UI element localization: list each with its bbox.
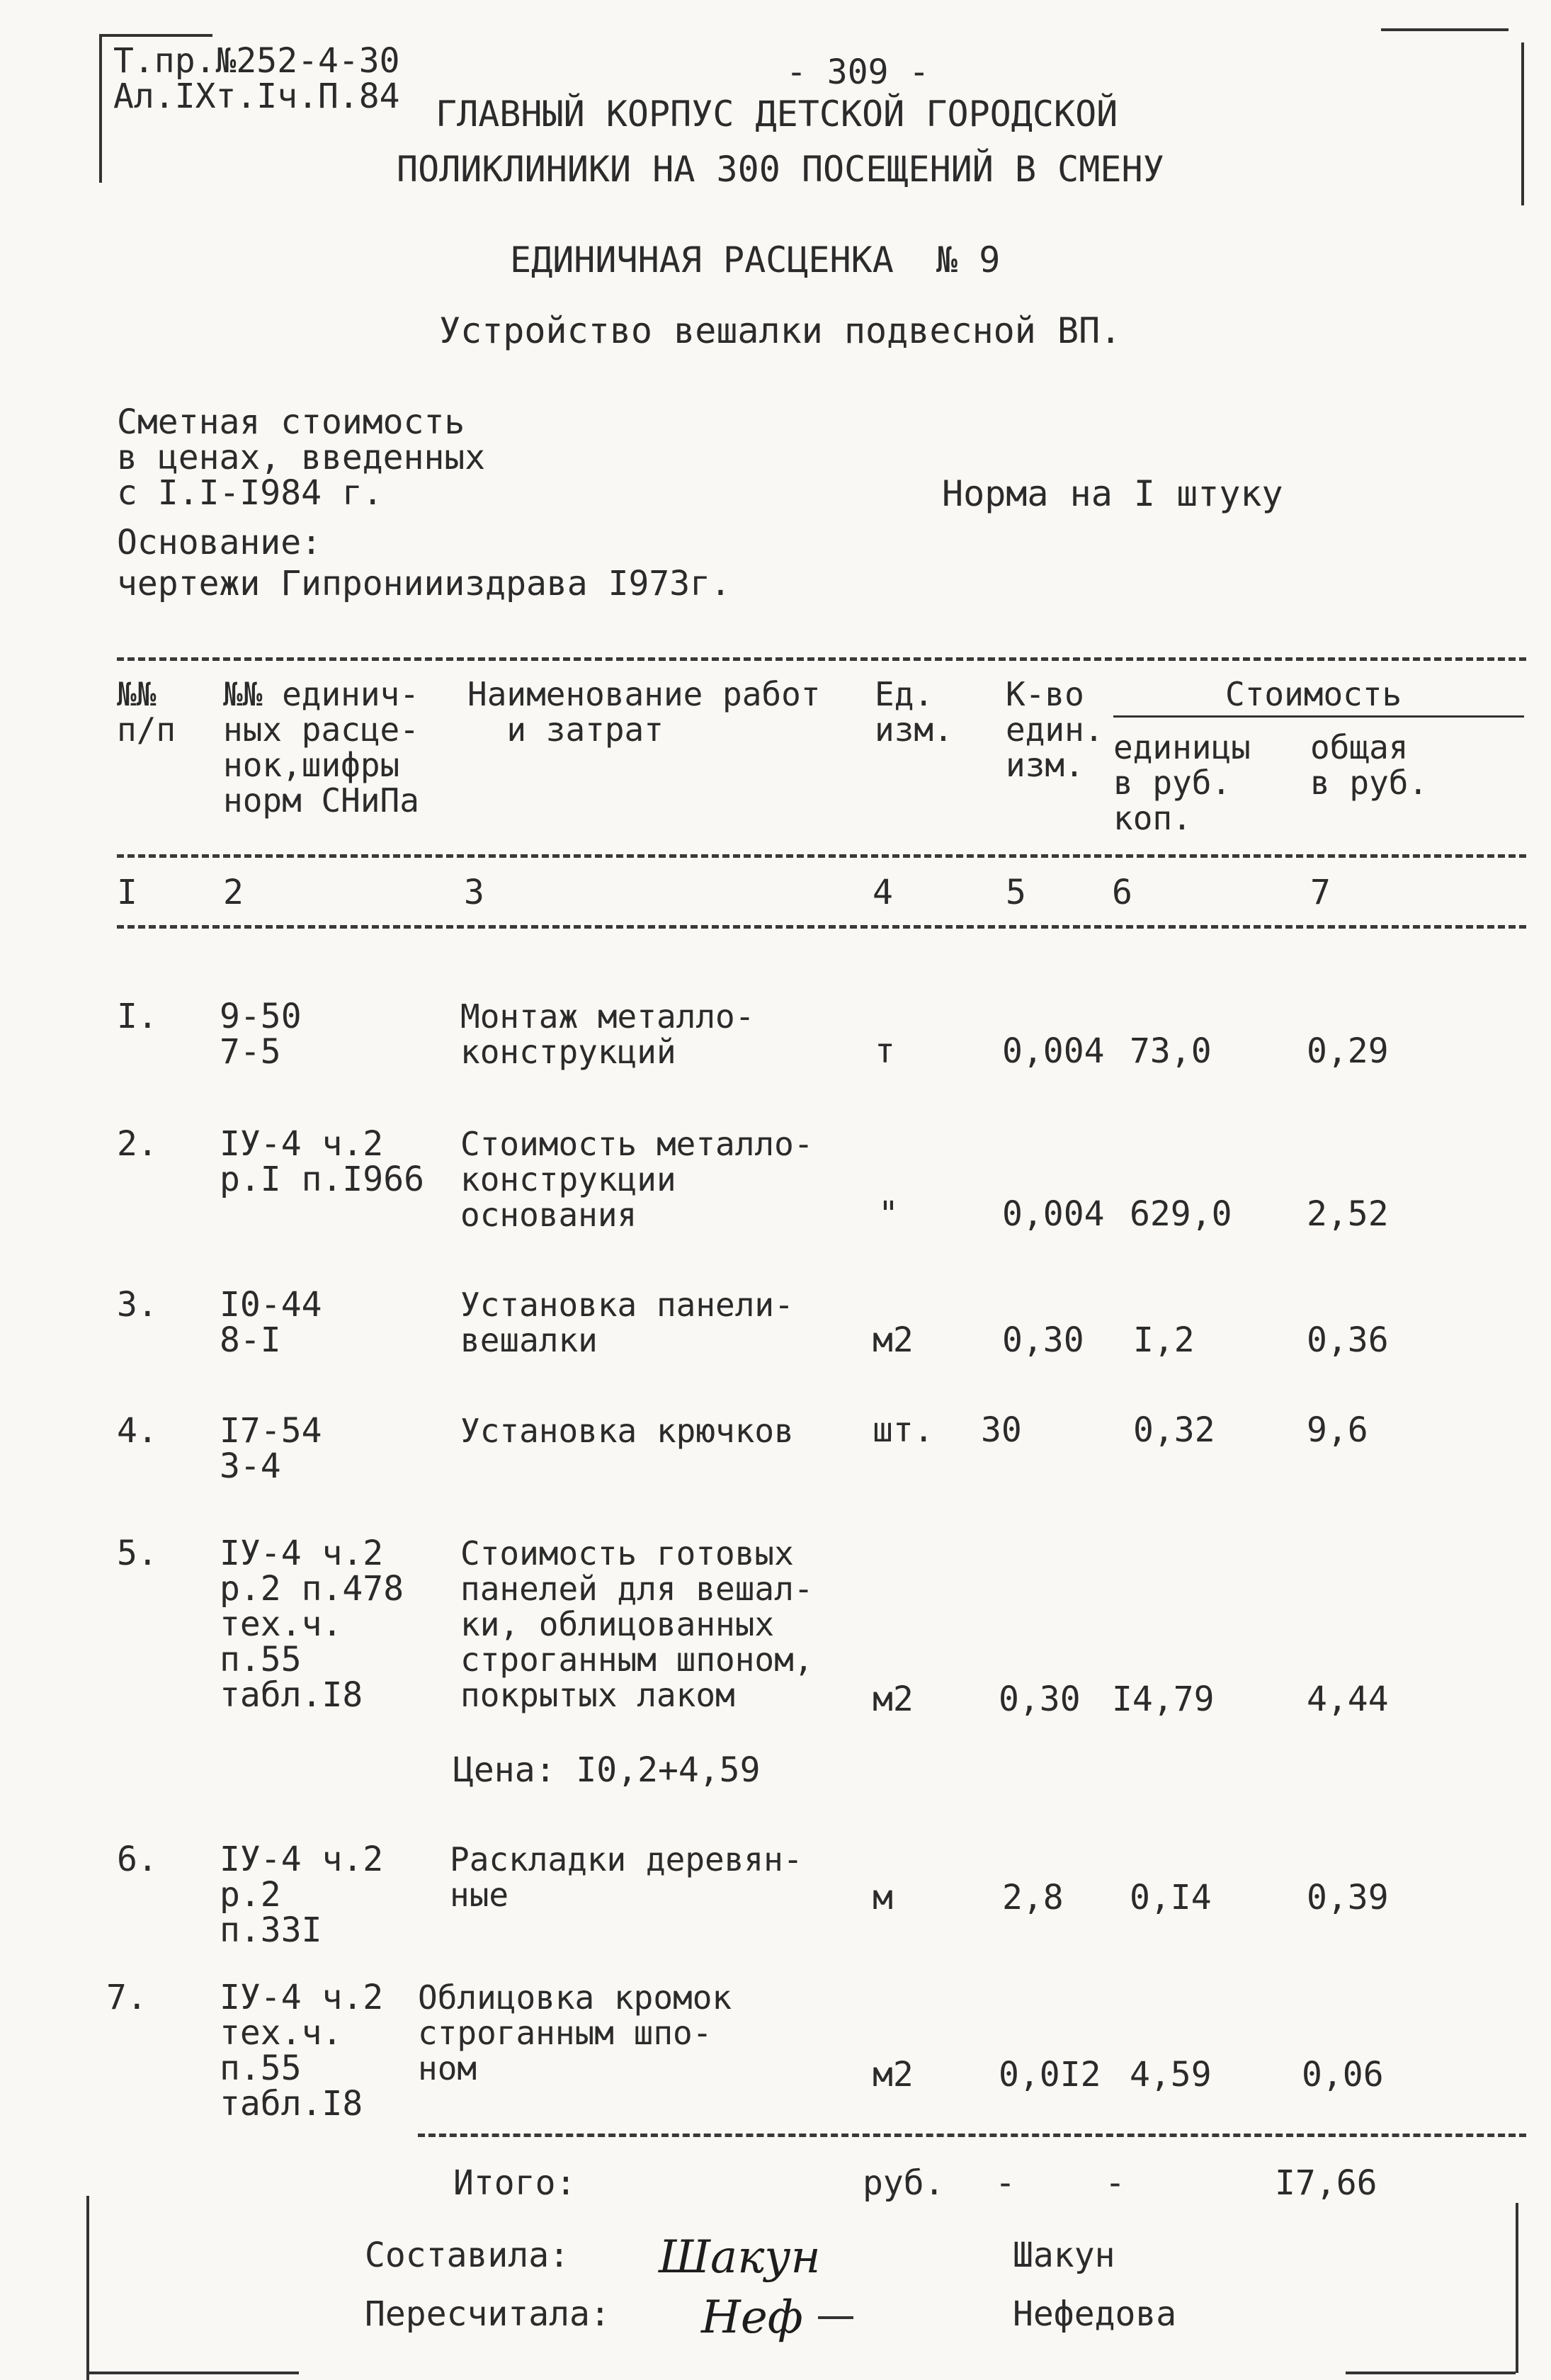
row7-total: 0,06: [1302, 2055, 1384, 2095]
row5-name: Стоимость готовых панелей для вешал- ки, облицованных строганным шпоном, покрытых лаком: [460, 1534, 814, 1714]
totals-rule: [418, 2134, 1526, 2137]
frame-top-right: [1381, 28, 1509, 31]
row4-qty: 30: [981, 1410, 1022, 1450]
compiled-name: Шакун: [1013, 2236, 1115, 2275]
title-line1: ГЛАВНЫЙ КОРПУС ДЕТСКОЙ ГОРОДСКОЙ: [436, 94, 1118, 135]
row1-price: 73,0: [1130, 1031, 1212, 1071]
row3-code: I0-44 8-I: [220, 1285, 322, 1360]
row5-unit: м2: [873, 1679, 914, 1719]
header-cost-unit: единицы в руб. коп.: [1113, 728, 1251, 837]
frame-right-bottom: [1516, 2203, 1518, 2373]
total-qty: -: [995, 2163, 1016, 2203]
row6-price: 0,I4: [1130, 1878, 1212, 1917]
header-qty: К-во един. изм.: [1006, 675, 1104, 784]
checked-label: Пересчитала:: [365, 2294, 610, 2334]
row3-unit: м2: [873, 1320, 914, 1360]
row4-code: I7-54 3-4: [220, 1411, 322, 1486]
col-number-4: 4: [873, 873, 893, 912]
row6-code: IУ-4 ч.2 р.2 п.33I: [220, 1840, 384, 1950]
compiled-label: Составила:: [365, 2236, 569, 2275]
row2-price: 629,0: [1130, 1194, 1232, 1234]
row1-name: Монтаж металло- конструкций: [460, 997, 755, 1071]
row5-qty: 0,30: [999, 1679, 1081, 1719]
col-number-3: 3: [464, 873, 484, 912]
doc-ref-line1: Т.пр.№252-4-30: [113, 41, 400, 81]
basis-text: чертежи Гипрониииздрава I973г.: [117, 564, 731, 604]
checked-name: Нефедова: [1013, 2294, 1177, 2334]
frame-top-left: [99, 34, 212, 37]
col-numbers-rule: [117, 925, 1526, 929]
row5-price: I4,79: [1112, 1679, 1215, 1719]
row1-num: I.: [117, 997, 158, 1036]
cost-line1: Сметная стоимость: [117, 402, 465, 442]
row3-qty: 0,30: [1002, 1320, 1084, 1360]
col-number-7: 7: [1310, 873, 1331, 912]
row7-num: 7.: [106, 1978, 147, 2017]
header-bottom-rule: [117, 854, 1526, 858]
row4-num: 4.: [117, 1411, 158, 1451]
row6-name: Раскладки деревян- ные: [450, 1840, 803, 1914]
row2-name: Стоимость металло- конструкции основания: [460, 1125, 814, 1234]
frame-bottom-left: [86, 2372, 299, 2374]
rate-title: ЕДИНИЧНАЯ РАСЦЕНКА № 9: [510, 239, 1001, 280]
frame-right-top: [1521, 42, 1524, 205]
subject: Устройство вешалки подвесной ВП.: [439, 310, 1122, 351]
row3-price: I,2: [1133, 1320, 1195, 1360]
row1-qty: 0,004: [1002, 1031, 1105, 1071]
row5-total: 4,44: [1307, 1679, 1389, 1719]
header-num: №№ п/п: [117, 675, 176, 749]
basis-label: Основание:: [117, 523, 322, 562]
table-top-rule: [117, 657, 1526, 661]
row3-total: 0,36: [1307, 1320, 1389, 1360]
frame-left-bottom: [86, 2196, 89, 2380]
row1-total: 0,29: [1307, 1031, 1389, 1071]
row2-qty: 0,004: [1002, 1194, 1105, 1234]
col-number-6: 6: [1112, 873, 1132, 912]
total-price: -: [1105, 2163, 1125, 2203]
cost-line3: с I.I-I984 г.: [117, 473, 383, 513]
row6-unit: м: [873, 1878, 893, 1917]
row3-name: Установка панели- вешалки: [460, 1286, 794, 1359]
row2-num: 2.: [117, 1124, 158, 1164]
row1-code: 9-50 7-5: [220, 997, 302, 1072]
frame-left-top: [99, 34, 102, 183]
col-number-5: 5: [1006, 873, 1026, 912]
total-label: Итого:: [453, 2163, 576, 2203]
row5-price-note: Цена: I0,2+4,59: [453, 1750, 761, 1790]
row1-unit: т: [875, 1031, 895, 1071]
header-cost-group: Стоимость: [1225, 675, 1402, 713]
total-unit: руб.: [863, 2163, 945, 2203]
total-value: I7,66: [1275, 2163, 1377, 2203]
cost-line2: в ценах, введенных: [117, 438, 486, 477]
frame-bottom-right: [1346, 2372, 1516, 2374]
row2-total: 2,52: [1307, 1194, 1389, 1234]
col-number-1: I: [117, 873, 137, 912]
row3-num: 3.: [117, 1285, 158, 1325]
row5-code: IУ-4 ч.2 р.2 п.478 тех.ч. п.55 табл.I8: [220, 1534, 404, 1715]
norm-text: Норма на I штуку: [942, 473, 1283, 514]
title-line2: ПОЛИКЛИНИКИ НА 300 ПОСЕЩЕНИЙ В СМЕНУ: [397, 149, 1164, 190]
header-cost-total: общая в руб.: [1310, 728, 1428, 802]
row4-unit: шт.: [873, 1410, 934, 1450]
row7-code: IУ-4 ч.2 тех.ч. п.55 табл.I8: [220, 1978, 384, 2124]
row5-num: 5.: [117, 1534, 158, 1573]
page-number: - 309 -: [786, 52, 930, 92]
compiled-signature: Шакун: [659, 2231, 821, 2284]
row4-total: 9,6: [1307, 1410, 1368, 1450]
header-code: №№ единич- ных расце- нок,шифры норм СНиПа: [223, 675, 419, 820]
row7-unit: м2: [873, 2055, 914, 2095]
checked-signature: Неф: [701, 2291, 803, 2344]
cost-group-underline: [1113, 715, 1524, 718]
row2-code: IУ-4 ч.2 р.I п.I966: [220, 1124, 424, 1199]
doc-ref-line2: Ал.IXт.Iч.П.84: [113, 76, 400, 116]
col-number-2: 2: [223, 873, 244, 912]
row6-qty: 2,8: [1002, 1878, 1064, 1917]
row2-unit: ": [878, 1194, 899, 1234]
header-name: Наименование работ и затрат: [467, 675, 821, 749]
row7-qty: 0,0I2: [999, 2055, 1101, 2095]
row6-num: 6.: [117, 1840, 158, 1879]
checked-signature-stroke: [818, 2316, 853, 2319]
row7-price: 4,59: [1130, 2055, 1212, 2095]
row4-price: 0,32: [1133, 1410, 1215, 1450]
header-unit: Ед. изм.: [875, 675, 953, 749]
row7-name: Облицовка кромок строганным шпо- ном: [418, 1978, 732, 2087]
row4-name: Установка крючков: [460, 1412, 794, 1450]
row6-total: 0,39: [1307, 1878, 1389, 1917]
